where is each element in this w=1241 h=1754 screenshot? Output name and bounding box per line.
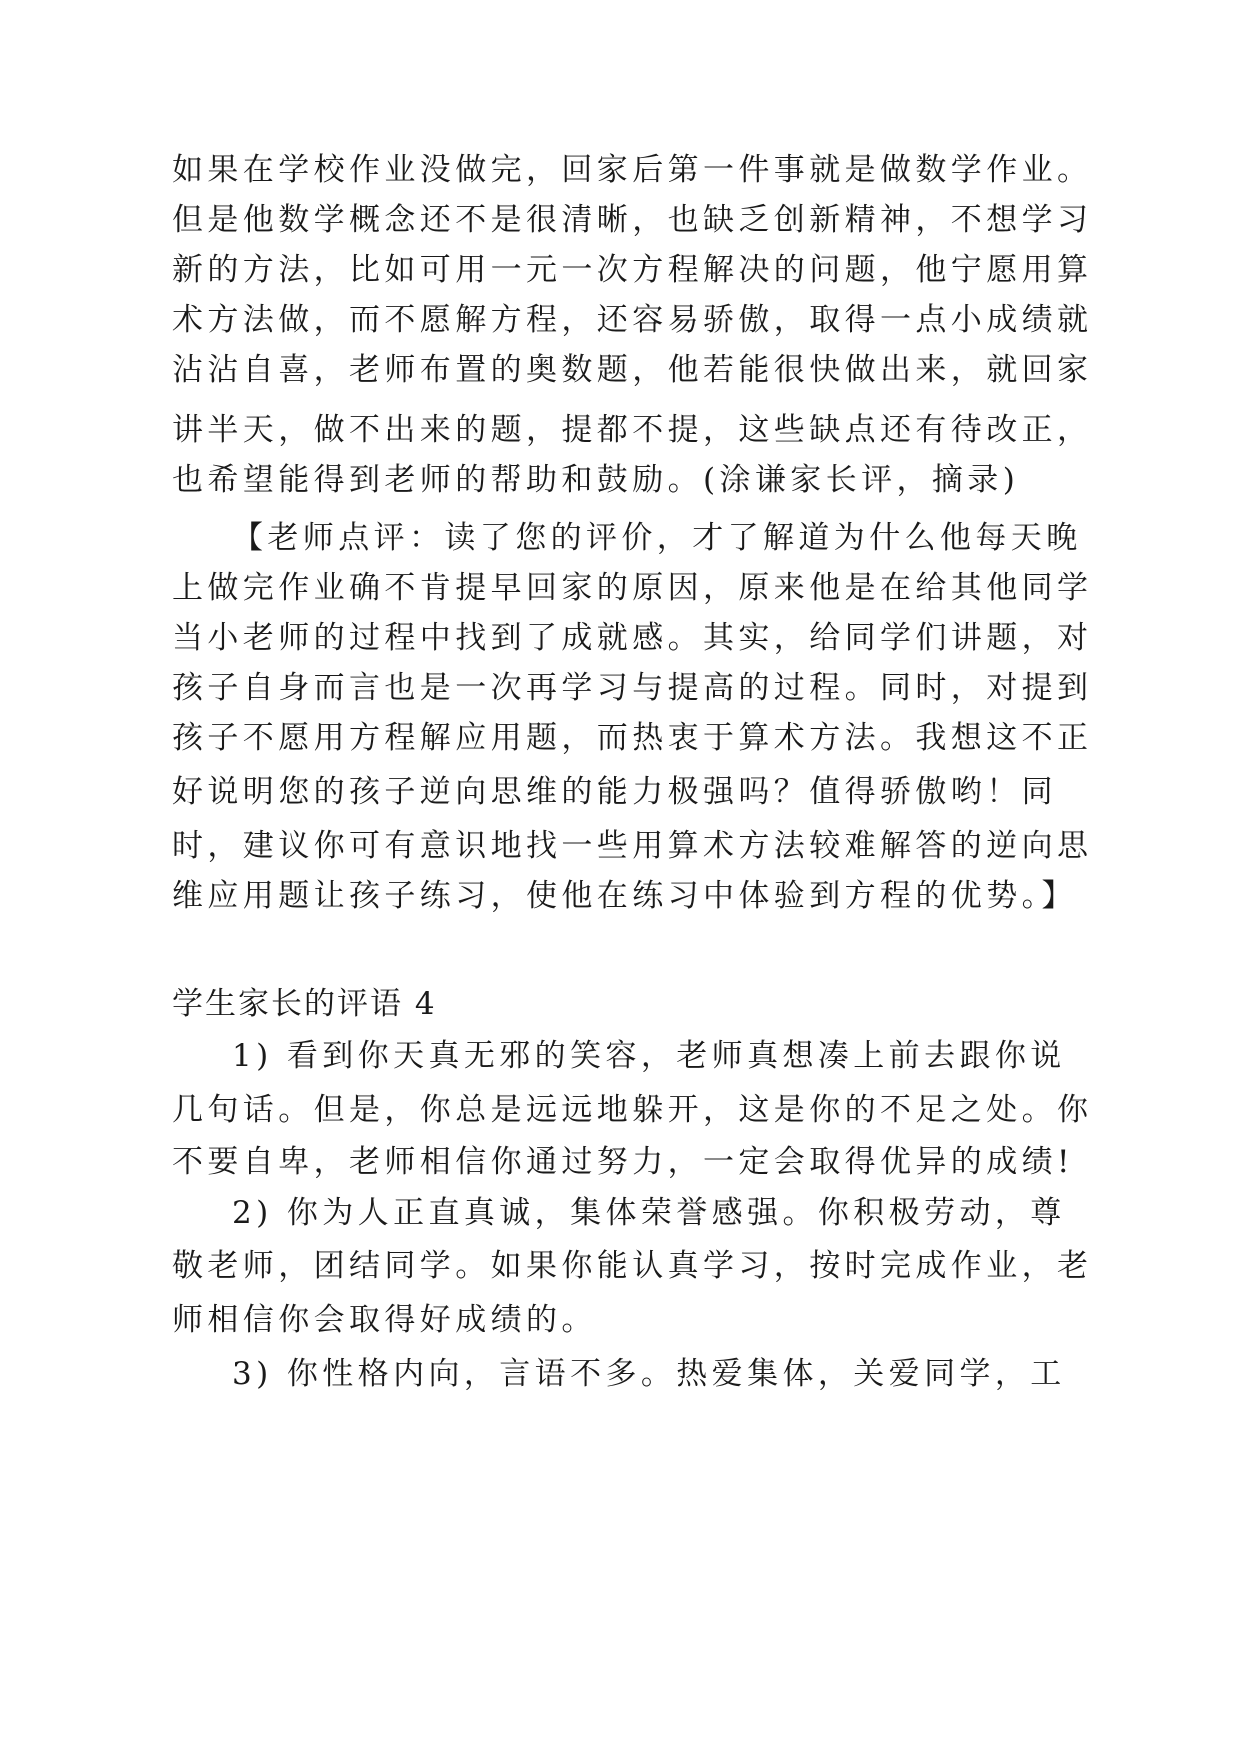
paragraph-line: 新的方法，比如可用一元一次方程解决的问题，他宁愿用算 bbox=[172, 252, 1093, 288]
teacher-comment-line: 孩子不愿用方程解应用题，而热衷于算术方法。我想这不正 bbox=[172, 720, 1093, 756]
paragraph-line: 术方法做，而不愿解方程，还容易骄傲，取得一点小成绩就 bbox=[172, 302, 1093, 338]
comment-item-line: 几句话。但是，你总是远远地躲开，这是你的不足之处。你 bbox=[172, 1092, 1093, 1128]
comment-item-line: 1) 看到你天真无邪的笑容，老师真想凑上前去跟你说 bbox=[232, 1038, 1066, 1074]
teacher-comment-line: 【老师点评：读了您的评价，才了解道为什么他每天晚 bbox=[232, 520, 1082, 556]
paragraph-line: 沾沾自喜，老师布置的奥数题，他若能很快做出来，就回家 bbox=[172, 352, 1093, 388]
paragraph-line: 但是他数学概念还不是很清晰，也缺乏创新精神，不想学习 bbox=[172, 202, 1093, 238]
comment-item-line: 敬老师，团结同学。如果你能认真学习，按时完成作业，老 bbox=[172, 1248, 1093, 1284]
comment-item-line: 2) 你为人正直真诚，集体荣誉感强。你积极劳动，尊 bbox=[232, 1195, 1066, 1231]
section-heading: 学生家长的评语 4 bbox=[172, 986, 437, 1022]
teacher-comment-line: 孩子自身而言也是一次再学习与提高的过程。同时，对提到 bbox=[172, 670, 1093, 706]
comment-item-line: 不要自卑，老师相信你通过努力，一定会取得优异的成绩! bbox=[172, 1144, 1074, 1180]
teacher-comment-line: 当小老师的过程中找到了成就感。其实，给同学们讲题，对 bbox=[172, 620, 1093, 656]
paragraph-line: 也希望能得到老师的帮助和鼓励。(涂谦家长评，摘录) bbox=[172, 462, 1020, 498]
comment-item-line: 3) 你性格内向，言语不多。热爱集体，关爱同学，工 bbox=[232, 1356, 1066, 1392]
teacher-comment-line: 好说明您的孩子逆向思维的能力极强吗？值得骄傲哟！同 bbox=[172, 774, 1057, 810]
paragraph-line: 讲半天，做不出来的题，提都不提，这些缺点还有待改正， bbox=[172, 412, 1093, 448]
paragraph-line: 如果在学校作业没做完，回家后第一件事就是做数学作业。 bbox=[172, 152, 1093, 188]
comment-item-line: 师相信你会取得好成绩的。 bbox=[172, 1302, 597, 1338]
teacher-comment-line: 时，建议你可有意识地找一些用算术方法较难解答的逆向思 bbox=[172, 828, 1093, 864]
teacher-comment-line: 维应用题让孩子练习，使他在练习中体验到方程的优势。】 bbox=[172, 878, 1077, 914]
teacher-comment-line: 上做完作业确不肯提早回家的原因，原来他是在给其他同学 bbox=[172, 570, 1093, 606]
